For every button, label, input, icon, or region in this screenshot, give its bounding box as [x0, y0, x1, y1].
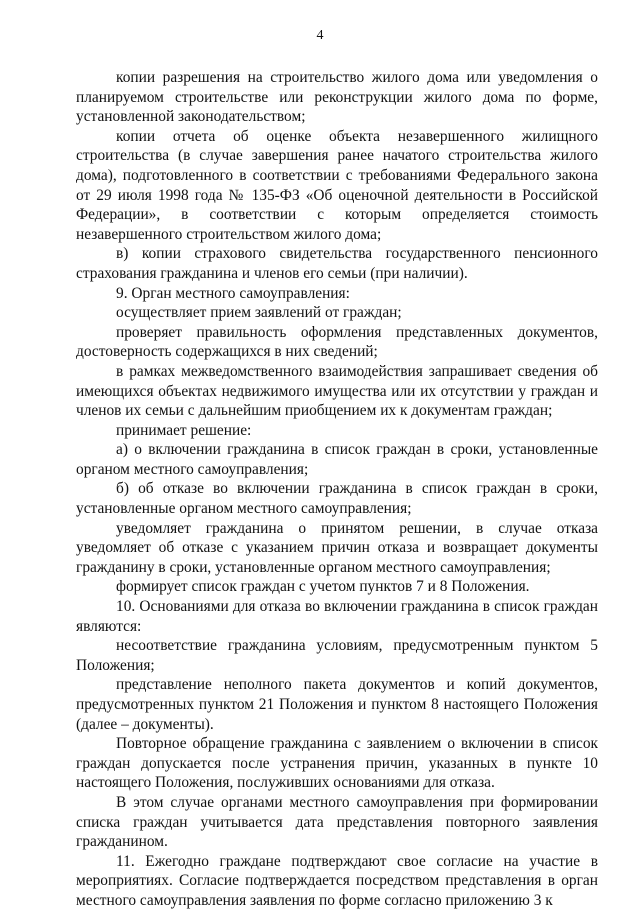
- paragraph-building-permit: копии разрешения на строительство жилого дома или уведомления о планируемом строительстве или реконструкции жилого дома по форме, установленной законодательством;: [76, 69, 598, 126]
- paragraph-incomplete-package: представление неполного пакета документов и копий документов, предусмотренных пунктом 21 Положения и пунктом 8 настоящего Положения (далее – документы).: [76, 676, 598, 733]
- paragraph-decision-include: а) о включении гражданина в список граждан в сроки, установленные органом местного самоуправления;: [76, 441, 598, 478]
- paragraph-decision-refuse: б) об отказе во включении гражданина в список граждан в сроки, установленные органом местного самоуправления;: [76, 480, 598, 518]
- paragraph-insurance-certificate: в) копии страхового свидетельства государственного пенсионного страхования гражданина и членов его семьи (при наличии).: [76, 245, 598, 282]
- page-number: 4: [316, 28, 324, 43]
- paragraph-repeat-date: В этом случае органами местного самоуправления при формировании списка граждан учитывается дата представления повторного заявления гражданином.: [76, 793, 598, 851]
- paragraph-accepts-applications: осуществляет прием заявлений от граждан;: [116, 304, 402, 322]
- paragraph-forms-list: формирует список граждан с учетом пунктов 7 и 8 Положения.: [116, 578, 530, 596]
- paragraph-nonconformity: несоответствие гражданина условиям, предусмотренным пунктом 5 Положения;: [76, 637, 598, 674]
- paragraph-interagency-request: в рамках межведомственного взаимодействия запрашивает сведения об имеющихся объектах недвижимого имущества или их отсутствии у граждан и членов их семьи с дальнейшим приобщением их к документам граждан;: [76, 362, 598, 420]
- paragraph-valuation-report: копии отчета об оценке объекта незавершенного жилищного строительства (в случае завершения ранее начатого строительства жилого дома), подготовленного в соответствии с требованиями Федерального закона от 29 июля 1998 года № 135-ФЗ «Об оценочной деятельности в Российской Федерации», в соответствии с которым определяется стоимость незавершенного строительством жилого дома;: [76, 127, 598, 243]
- paragraph-notifies-citizen: уведомляет гражданина о принятом решении, в случае отказа уведомляет об отказе с указанием причин отказа и возвращает документы гражданину в сроки, установленные органом местного самоуправления;: [76, 519, 598, 576]
- document-body: [76, 68, 598, 911]
- paragraph-repeat-application: Повторное обращение гражданина с заявлением о включении в список граждан допускается после устранения причин, указанных в пункте 10 настоящего Положения, послуживших основаниями для отказа.: [76, 735, 598, 792]
- paragraph-section-11: 11. Ежегодно граждане подтверждают свое согласие на участие в мероприятиях. Согласие подтверждается посредством представления в орган местного самоуправления заявления по форме согласно приложению 3 к: [76, 852, 598, 909]
- paragraph-checks-documents: проверяет правильность оформления представленных документов, достоверность содержащихся в них сведений;: [76, 323, 598, 361]
- paragraph-section-10-heading: 10. Основаниями для отказа во включении гражданина в список граждан являются:: [76, 598, 598, 635]
- paragraph-section-9-heading: 9. Орган местного самоуправления:: [116, 284, 350, 302]
- paragraph-makes-decision: принимает решение:: [116, 421, 252, 439]
